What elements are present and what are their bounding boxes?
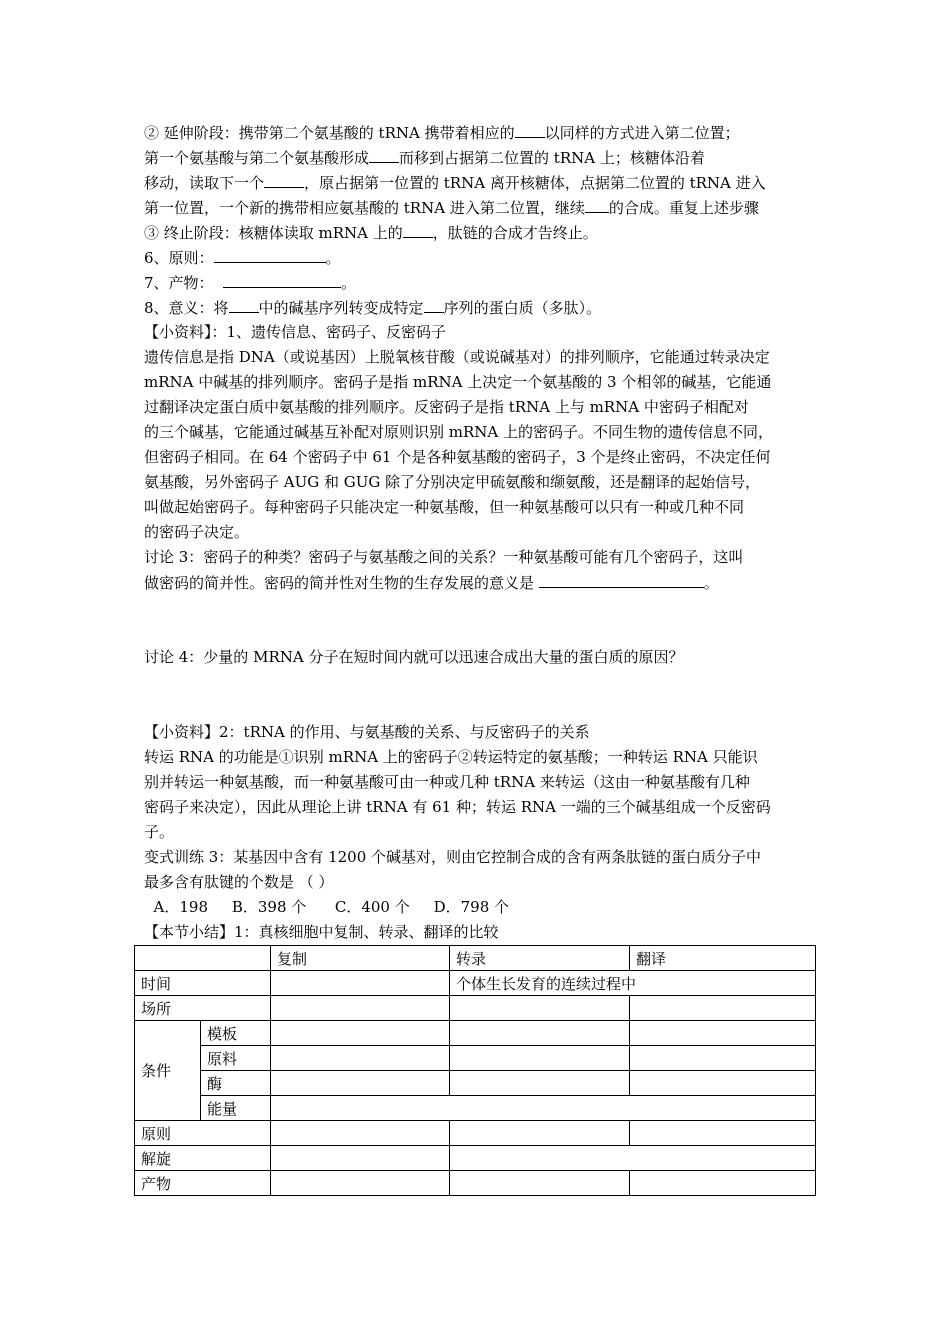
table-row xyxy=(135,1171,816,1196)
fill-blank[interactable] xyxy=(515,120,545,138)
fill-blank[interactable] xyxy=(214,245,326,263)
info1-line: 氨基酸，另外密码子 AUG 和 GUG 除了分别决定甲硫氨酸和缬氨酸，还是翻译的起始信号， xyxy=(144,473,761,491)
principle-line: 6、原则： 。 xyxy=(144,245,824,270)
fill-blank[interactable] xyxy=(369,145,399,163)
table-cell[interactable] xyxy=(450,1071,630,1096)
row-label-condition: 条件 xyxy=(135,1021,201,1121)
row-label-place: 场所 xyxy=(135,996,271,1021)
header-translation: 翻译 xyxy=(630,946,816,971)
table-cell[interactable] xyxy=(450,1171,630,1196)
table-cell[interactable] xyxy=(271,1096,816,1121)
paragraph-line: ③ 终止阶段：核糖体读取 mRNA 上的 ，肽链的合成才告终止。 xyxy=(144,220,824,245)
table-row xyxy=(135,971,816,996)
row-label-energy: 能量 xyxy=(201,1096,271,1121)
table-row xyxy=(135,1146,816,1171)
table-cell[interactable] xyxy=(271,996,450,1021)
fill-blank[interactable] xyxy=(539,570,704,588)
paragraph-line: 第一个氨基酸与第二个氨基酸形成 而移到占据第二位置的 tRNA 上；核糖体沿着 xyxy=(144,145,824,170)
exercise-options[interactable]: A．198 B．398 个 C．400 个 D．798 个 xyxy=(144,898,510,916)
info1-line: 过翻译决定蛋白质中氨基酸的排列顺序。反密码子是指 tRNA 上与 mRNA 中密码子相配对 xyxy=(144,398,749,416)
info1-line: 遗传信息是指 DNA（或说基因）上脱氧核苷酸（或说碱基对）的排列顺序，它能通过转录决定 xyxy=(144,348,770,366)
table-cell[interactable] xyxy=(630,1121,816,1146)
table-cell[interactable] xyxy=(271,971,450,996)
info2-line: 转运 RNA 的功能是①识别 mRNA 上的密码子②转运特定的氨基酸；一种转运 RNA 只能识 xyxy=(144,748,758,766)
significance-line: 8、意义：将 中的碱基序列转变成特定 序列的蛋白质（多肽）。 xyxy=(144,295,824,320)
info2-line: 子。 xyxy=(144,823,175,841)
table-row xyxy=(135,1121,816,1146)
table-cell[interactable] xyxy=(271,1046,450,1071)
table-cell[interactable] xyxy=(450,1021,630,1046)
info1-line: 的密码子决定。 xyxy=(144,523,250,541)
row-label-product: 产物 xyxy=(135,1171,271,1196)
discussion-3-line: 讨论 3：密码子的种类？密码子与氨基酸之间的关系？一种氨基酸可能有几个密码子，这叫 xyxy=(144,548,744,566)
row-label-material: 原料 xyxy=(201,1046,271,1071)
table-cell[interactable] xyxy=(630,1021,816,1046)
table-corner-cell xyxy=(135,946,271,971)
fill-blank[interactable] xyxy=(424,295,444,313)
worksheet-body xyxy=(144,120,824,945)
info2-line: 别并转运一种氨基酸，而一种氨基酸可由一种或几种 tRNA 来转运（这由一种氨基酸有几种 xyxy=(144,773,750,791)
header-transcription: 转录 xyxy=(450,946,630,971)
fill-blank[interactable] xyxy=(585,195,609,213)
paragraph-line: ② 延伸阶段：携带第二个氨基酸的 tRNA 携带着相应的 以同样的方式进入第二位置； xyxy=(144,120,824,145)
table-row xyxy=(135,996,816,1021)
table-cell[interactable] xyxy=(450,1046,630,1071)
time-note-cell: 个体生长发育的连续过程中 xyxy=(450,971,816,996)
table-cell[interactable] xyxy=(271,1071,450,1096)
row-label-unwind: 解旋 xyxy=(135,1146,271,1171)
table-cell[interactable] xyxy=(630,1171,816,1196)
table-cell[interactable] xyxy=(630,996,816,1021)
table-header-row xyxy=(135,946,816,971)
header-replication: 复制 xyxy=(271,946,450,971)
fill-blank[interactable] xyxy=(264,170,304,188)
table-row xyxy=(135,1096,816,1121)
table-cell[interactable] xyxy=(450,996,630,1021)
info2-title: 【小资料】2：tRNA 的作用、与氨基酸的关系、与反密码子的关系 xyxy=(144,723,590,741)
table-row xyxy=(135,1021,816,1046)
exercise-question: 最多含有肽键的个数是 （ ） xyxy=(144,873,334,891)
table-row xyxy=(135,1071,816,1096)
info1-line: 叫做起始密码子。每种密码子只能决定一种氨基酸，但一种氨基酸可以只有一种或几种不同 xyxy=(144,498,745,516)
row-label-time: 时间 xyxy=(135,971,271,996)
fill-blank[interactable] xyxy=(229,295,259,313)
table-cell[interactable] xyxy=(271,1121,450,1146)
table-cell[interactable] xyxy=(271,1146,450,1171)
paragraph-line: 移动，读取下一个 ，原占据第一位置的 tRNA 离开核糖体，点据第二位置的 tRNA 进入 xyxy=(144,170,824,195)
table-cell[interactable] xyxy=(271,1021,450,1046)
table-cell[interactable] xyxy=(450,1121,630,1146)
summary-title: 【本节小结】1：真核细胞中复制、转录、翻译的比较 xyxy=(144,923,499,941)
info1-line: mRNA 中碱基的排列顺序。密码子是指 mRNA 上决定一个氨基酸的 3 个相邻的碱基，它能通 xyxy=(144,373,772,391)
info1-title: 【小资料】：1、遗传信息、密码子、反密码子 xyxy=(144,323,447,341)
info1-line: 但密码子相同。在 64 个密码子中 61 个是各种氨基酸的密码子，3 个是终止密码，不决定任何 xyxy=(144,448,771,466)
table-row xyxy=(135,1046,816,1071)
paragraph-line: 第一位置，一个新的携带相应氨基酸的 tRNA 进入第二位置，继续 的合成。重复上述步骤 xyxy=(144,195,824,220)
row-label-enzyme: 酶 xyxy=(201,1071,271,1096)
table-cell[interactable] xyxy=(450,1146,816,1171)
discussion-4: 讨论 4：少量的 MRNA 分子在短时间内就可以迅速合成出大量的蛋白质的原因？ xyxy=(144,648,684,666)
table-cell[interactable] xyxy=(271,1171,450,1196)
row-label-principle: 原则 xyxy=(135,1121,271,1146)
fill-blank[interactable] xyxy=(223,270,341,288)
exercise-question: 变式训练 3：某基因中含有 1200 个碱基对，则由它控制合成的含有两条肽链的蛋白质分子中 xyxy=(144,848,762,866)
row-label-template: 模板 xyxy=(201,1021,271,1046)
fill-blank[interactable] xyxy=(403,220,433,238)
info1-line: 的三个碱基，它能通过碱基互补配对原则识别 mRNA 上的密码子。不同生物的遗传信息不同， xyxy=(144,423,774,441)
discussion-3-line: 做密码的简并性。密码的简并性对生物的生存发展的意义是 。 xyxy=(144,570,824,595)
info2-line: 密码子来决定），因此从理论上讲 tRNA 有 61 种；转运 RNA 一端的三个碱基组成一个反密码 xyxy=(144,798,771,816)
product-line: 7、产物： 。 xyxy=(144,270,824,295)
table-cell[interactable] xyxy=(630,1046,816,1071)
table-cell[interactable] xyxy=(630,1071,816,1096)
comparison-table xyxy=(134,945,816,1196)
